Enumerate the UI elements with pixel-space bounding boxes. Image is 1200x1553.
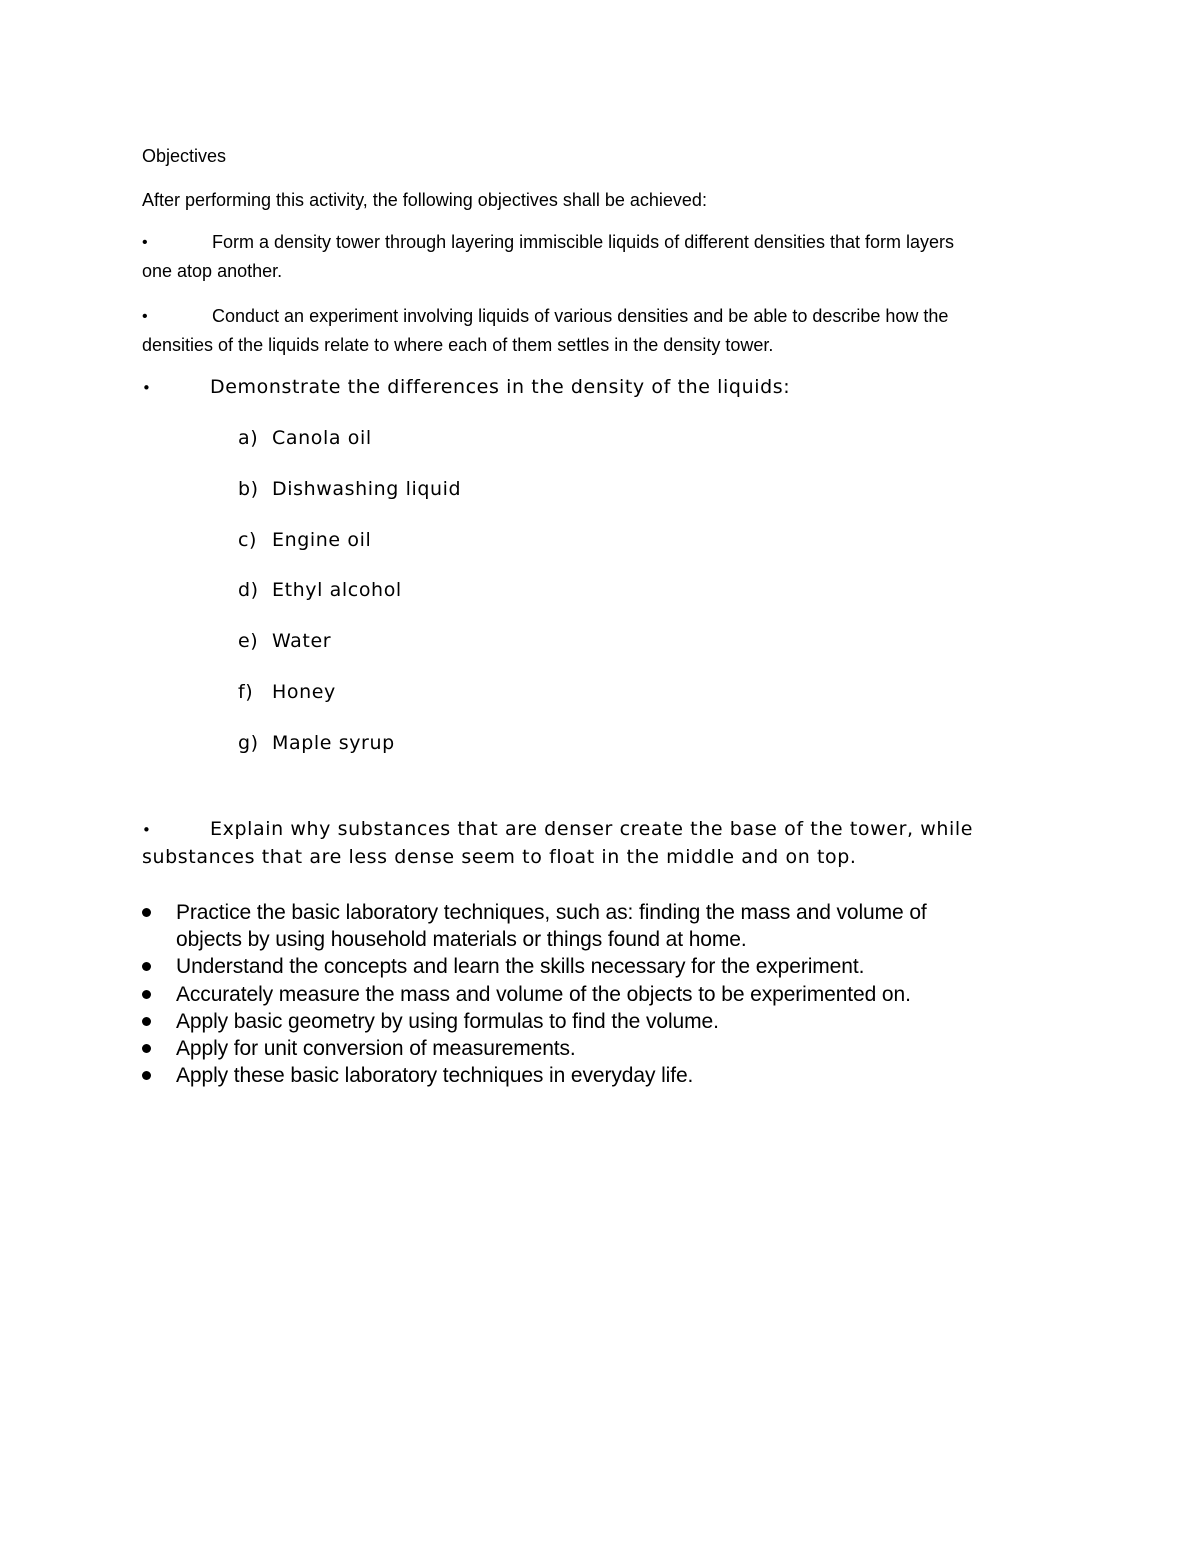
- objective-line: substances that are less dense seem to float in the middle and on top.: [142, 846, 857, 868]
- objective-density-tower: [142, 228, 1062, 286]
- list-item: [238, 678, 461, 729]
- liquid-name: Ethyl alcohol: [272, 579, 402, 602]
- bullet-glyph: •: [142, 821, 152, 839]
- liquid-name: Maple syrup: [272, 731, 395, 754]
- objective-text: Understand the concepts and learn the skills necessary for the experiment.: [176, 955, 865, 979]
- objective-text: Apply basic geometry by using formulas to find the volume.: [176, 1009, 719, 1033]
- objective-text-continued: objects by using household materials or things found at home.: [176, 928, 747, 952]
- list-item: [142, 981, 1042, 1008]
- objective-text: Practice the basic laboratory techniques, such as: finding the mass and volume of: [176, 901, 927, 924]
- list-item: [238, 627, 461, 678]
- list-item: [142, 899, 1042, 953]
- objective-text: Conduct an experiment involving liquids of various densities and be able to describe how the: [212, 306, 949, 326]
- bullet-dot-icon: [142, 962, 151, 971]
- objective-text: Demonstrate the differences in the density of the liquids:: [210, 376, 791, 398]
- bullet-glyph: •: [142, 379, 152, 397]
- objective-text: Accurately measure the mass and volume of the objects to be experimented on.: [176, 982, 911, 1006]
- list-marker: c): [238, 528, 258, 551]
- liquid-name: Water: [272, 630, 332, 653]
- objective-explain-density: [142, 816, 1062, 871]
- list-item: [142, 1008, 1042, 1035]
- liquid-name: Honey: [272, 680, 336, 703]
- bullet-dot-icon: [142, 1044, 151, 1053]
- list-item: [238, 475, 461, 526]
- objective-text: Form a density tower through layering immiscible liquids of different densities that form layers: [212, 232, 954, 252]
- list-item: [238, 576, 461, 627]
- list-item: [142, 1062, 1042, 1089]
- list-marker: e): [238, 630, 259, 653]
- lab-objectives-list: [142, 899, 1042, 1089]
- list-marker: b): [238, 477, 259, 500]
- list-item: [238, 526, 461, 577]
- list-marker: g): [238, 731, 259, 754]
- liquid-name: Engine oil: [272, 528, 372, 551]
- liquid-name: Canola oil: [272, 427, 372, 449]
- objective-conduct-experiment: [142, 302, 1062, 360]
- intro-sentence: After performing this activity, the following objectives shall be achieved:: [142, 190, 707, 210]
- bullet-dot-icon: [142, 1017, 151, 1026]
- list-marker: a): [238, 427, 259, 449]
- objective-line: [142, 302, 1062, 331]
- objective-line: densities of the liquids relate to where each of them settles in the density tower.: [142, 335, 774, 355]
- section-title: Objectives: [142, 146, 227, 166]
- objective-text: Explain why substances that are denser create the base of the tower, while: [210, 818, 974, 840]
- bullet-glyph: •: [142, 234, 148, 251]
- bullet-dot-icon: [142, 1071, 151, 1080]
- bullet-dot-icon: [142, 990, 151, 999]
- objective-line: [142, 228, 1062, 257]
- objective-text: Apply these basic laboratory techniques in everyday life.: [176, 1064, 694, 1088]
- list-item: [142, 1035, 1042, 1062]
- bullet-glyph: •: [142, 308, 148, 325]
- bullet-dot-icon: [142, 908, 151, 917]
- list-item: [238, 729, 461, 780]
- objective-text: Apply for unit conversion of measurements.: [176, 1037, 576, 1061]
- list-item: [238, 424, 461, 475]
- liquids-list: [238, 424, 461, 780]
- list-marker: f): [238, 680, 254, 703]
- objective-line: [142, 816, 1062, 844]
- list-marker: d): [238, 579, 259, 602]
- objective-line: one atop another.: [142, 261, 283, 281]
- list-item: [142, 953, 1042, 980]
- liquid-name: Dishwashing liquid: [272, 477, 462, 500]
- objective-demonstrate-differences: [142, 374, 1062, 402]
